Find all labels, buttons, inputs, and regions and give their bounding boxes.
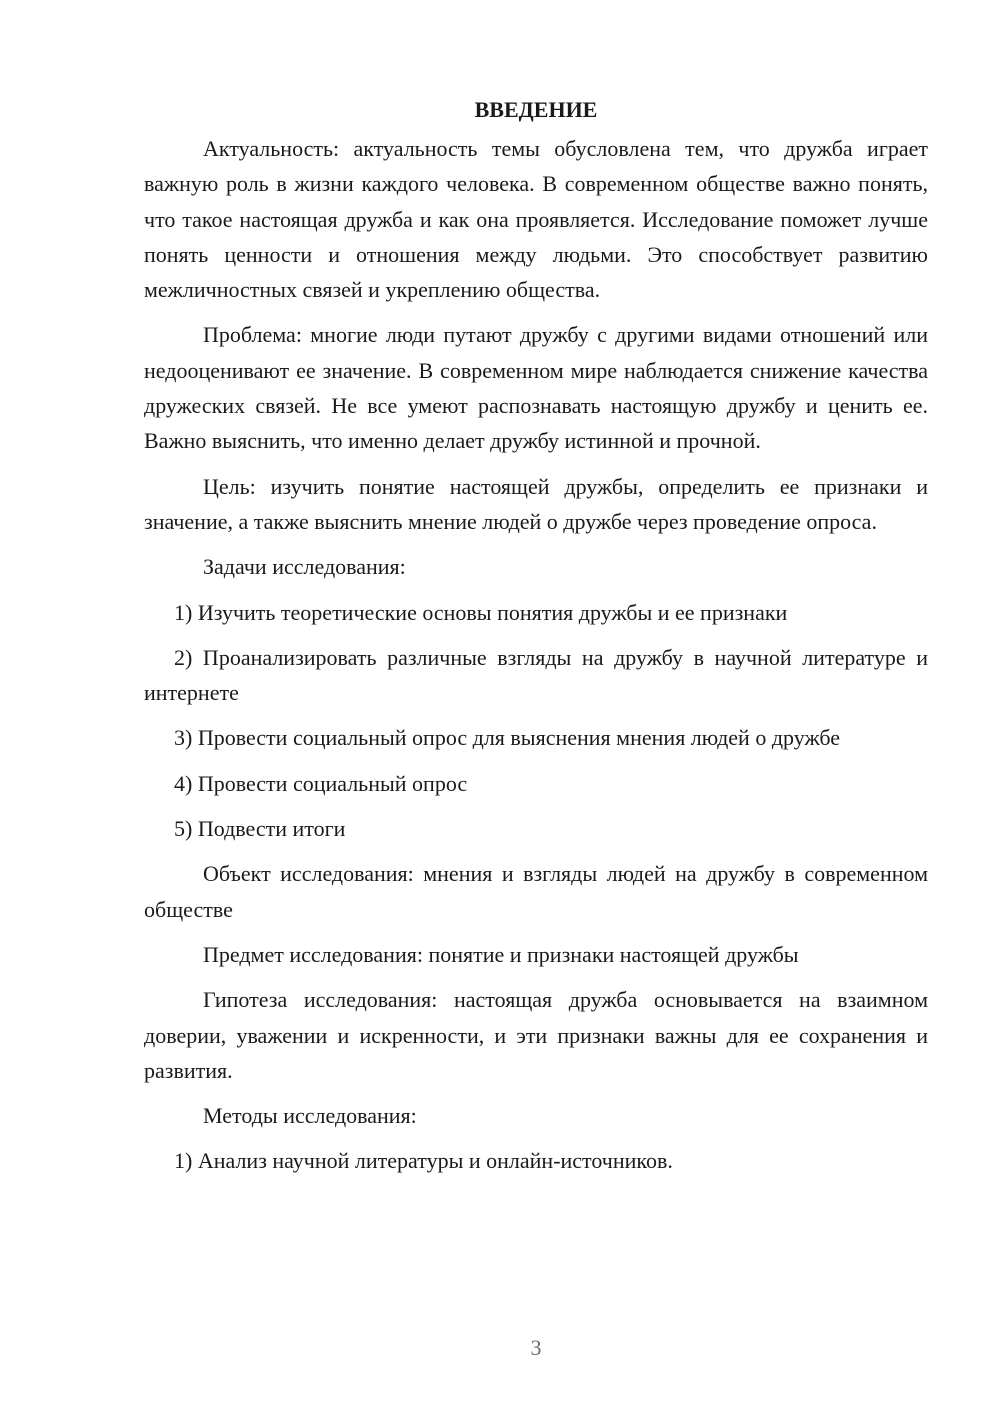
task-item-1: 1) Изучить теоретические основы понятия дружбы и ее признаки xyxy=(174,599,788,625)
problem-paragraph: Проблема: многие люди путают дружбу с другими видами отношений или недооценивают ее значение. В современном мире наблюдается снижение качества дружеских связей. Не все умеют распознавать настоящую дружбу и ценить ее. Важно выяснить, что именно делает дружбу истинной и прочной. xyxy=(144,322,928,454)
page-title: ВВЕДЕНИЕ xyxy=(474,97,598,122)
page-number: 3 xyxy=(530,1335,542,1360)
relevance-paragraph: Актуальность: актуальность темы обусловлена тем, что дружба играет важную роль в жизни каждого человека. В современном обществе важно понять, что такое настоящая дружба и как она проявляется. Исследование поможет лучше понять ценности и отношения между людьми. Это способствует развитию межличностных связей и укреплению общества. xyxy=(144,136,928,303)
task-item-5: 5) Подвести итоги xyxy=(174,816,346,842)
tasks-heading: Задачи исследования: xyxy=(203,554,406,580)
method-item-1: 1) Анализ научной литературы и онлайн-источников. xyxy=(174,1148,673,1174)
methods-heading: Методы исследования: xyxy=(203,1103,417,1129)
task-item-2: 2) Проанализировать различные взгляды на дружбу в научной литературе и интернете xyxy=(144,644,928,706)
subject-paragraph: Предмет исследования: понятие и признаки настоящей дружбы xyxy=(203,941,799,967)
document-page xyxy=(144,92,928,1189)
goal-paragraph: Цель: изучить понятие настоящей дружбы, определить ее признаки и значение, а также выяснить мнение людей о дружбе через проведение опроса. xyxy=(144,473,928,534)
task-item-3: 3) Провести социальный опрос для выяснения мнения людей о дружбе xyxy=(174,725,841,751)
hypothesis-paragraph: Гипотеза исследования: настоящая дружба основывается на взаимном доверии, уважении и искренности, и эти признаки важны для ее сохранения и развития. xyxy=(144,987,928,1083)
object-paragraph: Объект исследования: мнения и взгляды людей на дружбу в современном обществе xyxy=(144,861,928,922)
task-item-4: 4) Провести социальный опрос xyxy=(174,770,468,796)
